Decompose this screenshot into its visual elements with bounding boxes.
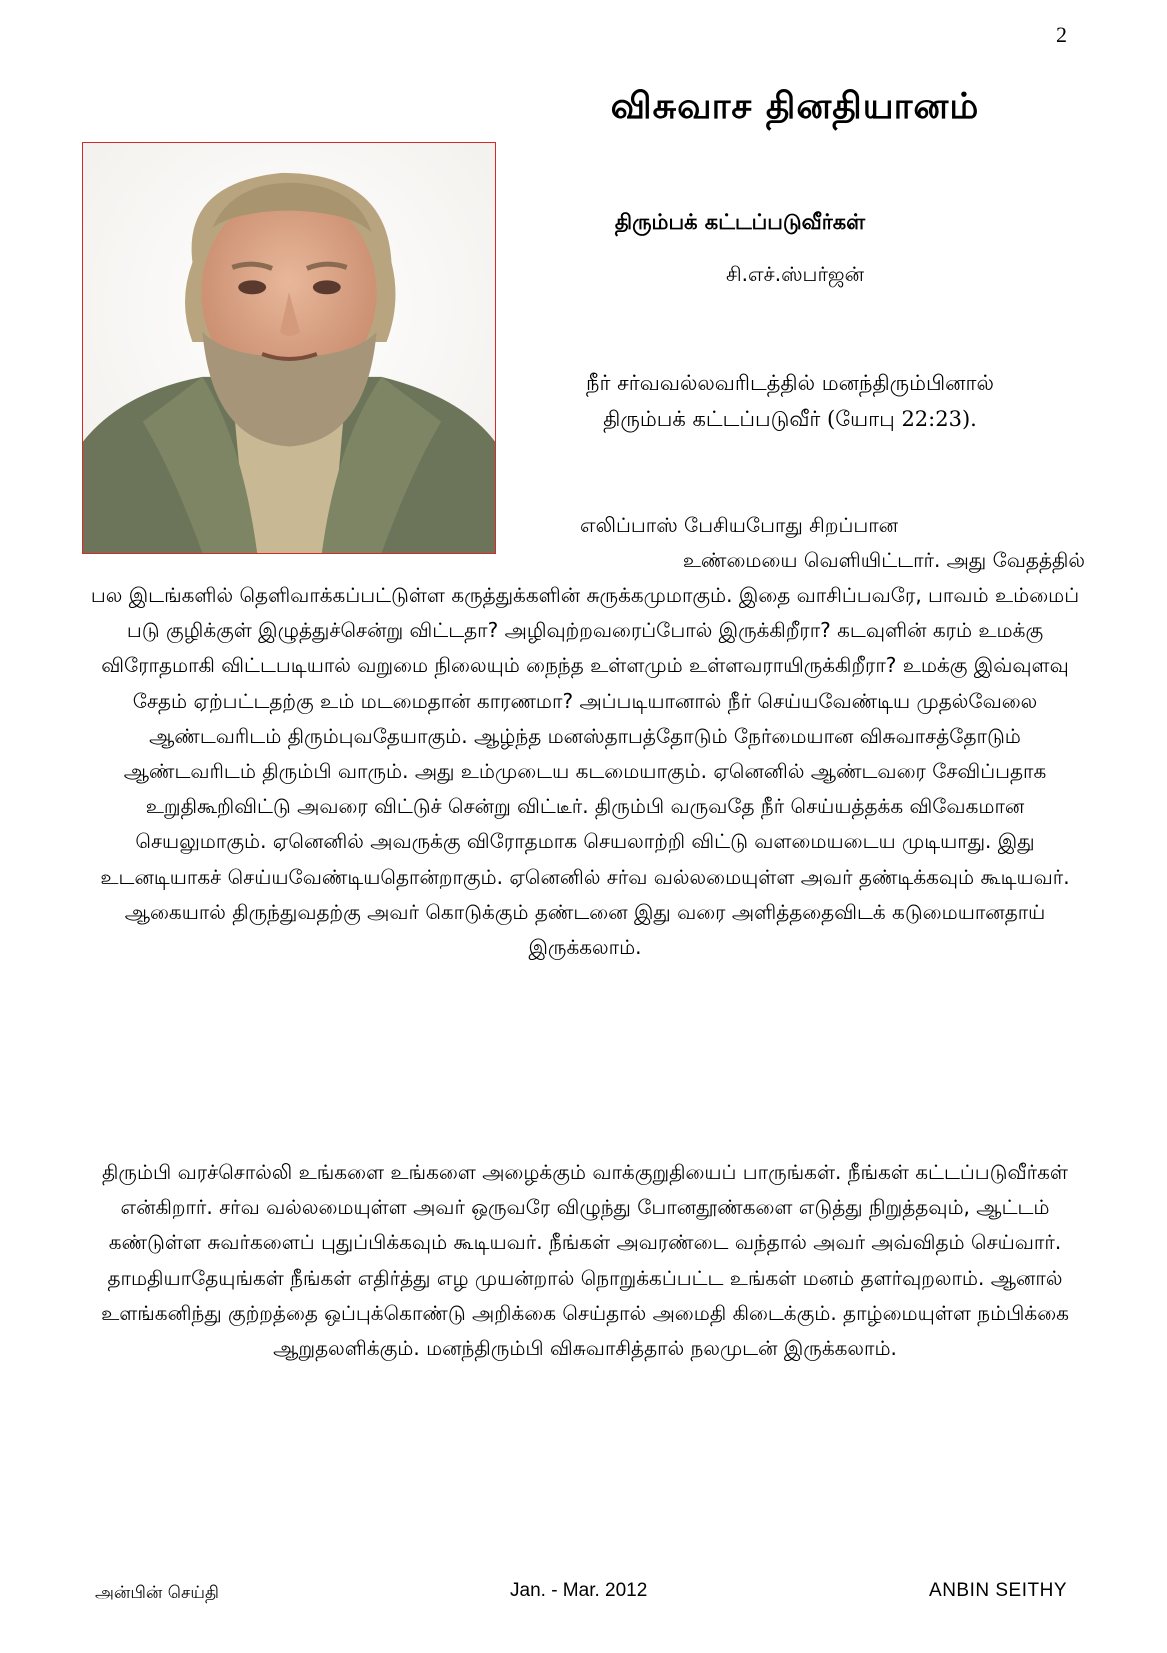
scripture-verse	[520, 365, 1060, 437]
footer-left: அன்பின் செய்தி	[95, 1583, 219, 1603]
author-portrait	[82, 142, 496, 554]
page-number: 2	[1056, 22, 1067, 47]
article-author: சி.எச்.ஸ்பர்ஜன்	[726, 262, 864, 286]
verse-line-2: திரும்பக் கட்டப்படுவீர் (யோபு 22:23).	[603, 407, 977, 431]
page-title: விசுவாச தினதியானம்	[610, 86, 980, 127]
footer-date: Jan. - Mar. 2012	[510, 1580, 648, 1601]
body-paragraph-1: பல இடங்களில் தெளிவாக்கப்பட்டுள்ள கருத்துக்களின் சுருக்கமுமாகும். இதை வாசிப்பவரே, பாவம் உம்மைப் படு குழிக்குள் இழுத்துச்சென்று விட்டதா? அழிவுற்றவரைப்போல் இருக்கிறீரா? கடவுளின் கரம் உமக்கு விரோதமாகி விட்டபடியால் வறுமை நிலையும் நைந்த உள்ளமும் உள்ளவராயிருக்கிறீரா? உமக்கு இவ்வுளவு சேதம் ஏற்பட்டதற்கு உம் மடமைதான் காரணமா? அப்படியானால் நீர் செய்யவேண்டிய முதல்வேலை ஆண்டவரிடம் திரும்புவதேயாகும். ஆழ்ந்த மனஸ்தாபத்தோடும் நேர்மையான விசுவாசத்தோடும் ஆண்டவரிடம் திரும்பி வாரும். அது உம்முடைய கடமையாகும். ஏனெனில் ஆண்டவரை சேவிப்பதாக உறுதிகூறிவிட்டு அவரை விட்டுச் சென்று விட்டீர். திரும்பி வருவதே நீர் செய்யத்தக்க விவேகமான செயலுமாகும். ஏனெனில் அவருக்கு விரோதமாக செயலாற்றி விட்டு வளமையடைய முடியாது. இது உடனடியாகச் செய்யவேண்டியதொன்றாகும். ஏனெனில் சர்வ வல்லமையுள்ள அவர் தண்டிக்கவும் கூடியவர். ஆகையால் திருந்துவதற்கு அவர் கொடுக்கும் தண்டனை இது வரை அளித்ததைவிடக் கடுமையானதாய் இருக்கலாம்.	[90, 583, 1080, 960]
intro-lines	[500, 508, 1090, 578]
verse-line-1: நீர் சர்வவல்லவரிடத்தில் மனந்திரும்பினால்	[586, 371, 994, 395]
article-subtitle: திரும்பக் கட்டப்படுவீர்கள்	[614, 210, 866, 234]
body-paragraph-2: திரும்பி வரச்சொல்லி உங்களை உங்களை அழைக்கும் வாக்குறுதியைப் பாருங்கள். நீங்கள் கட்டப்படுவீர்கள் என்கிறார். சர்வ வல்லமையுள்ள அவர் ஒருவரே விழுந்து போனதூண்களை எடுத்து நிறுத்தவும், ஆட்டம் கண்டுள்ள சுவர்களைப் புதுப்பிக்கவும் கூடியவர். நீங்கள் அவரண்டை வந்தால் அவர் அவ்விதம் செய்வார். தாமதியாதேயுங்கள் நீங்கள் எதிர்த்து எழ முயன்றால் நொறுக்கப்பட்ட உங்கள் மனம் தளர்வுறலாம். ஆனால் உளங்கனிந்து குற்றத்தை ஒப்புக்கொண்டு அறிக்கை செய்தால் அமைதி கிடைக்கும். தாழ்மையுள்ள நம்பிக்கை ஆறுதலளிக்கும். மனந்திரும்பி விசுவாசித்தால் நலமுடன் இருக்கலாம்.	[101, 1160, 1069, 1361]
intro-line-2: உண்மையை வெளியிட்டார். அது வேதத்தில்	[682, 548, 1085, 572]
footer-right: ANBIN SEITHY	[929, 1580, 1067, 1601]
intro-line-1: எலிப்பாஸ் பேசியபோது சிறப்பான	[580, 513, 899, 537]
portrait-illustration	[83, 143, 495, 553]
